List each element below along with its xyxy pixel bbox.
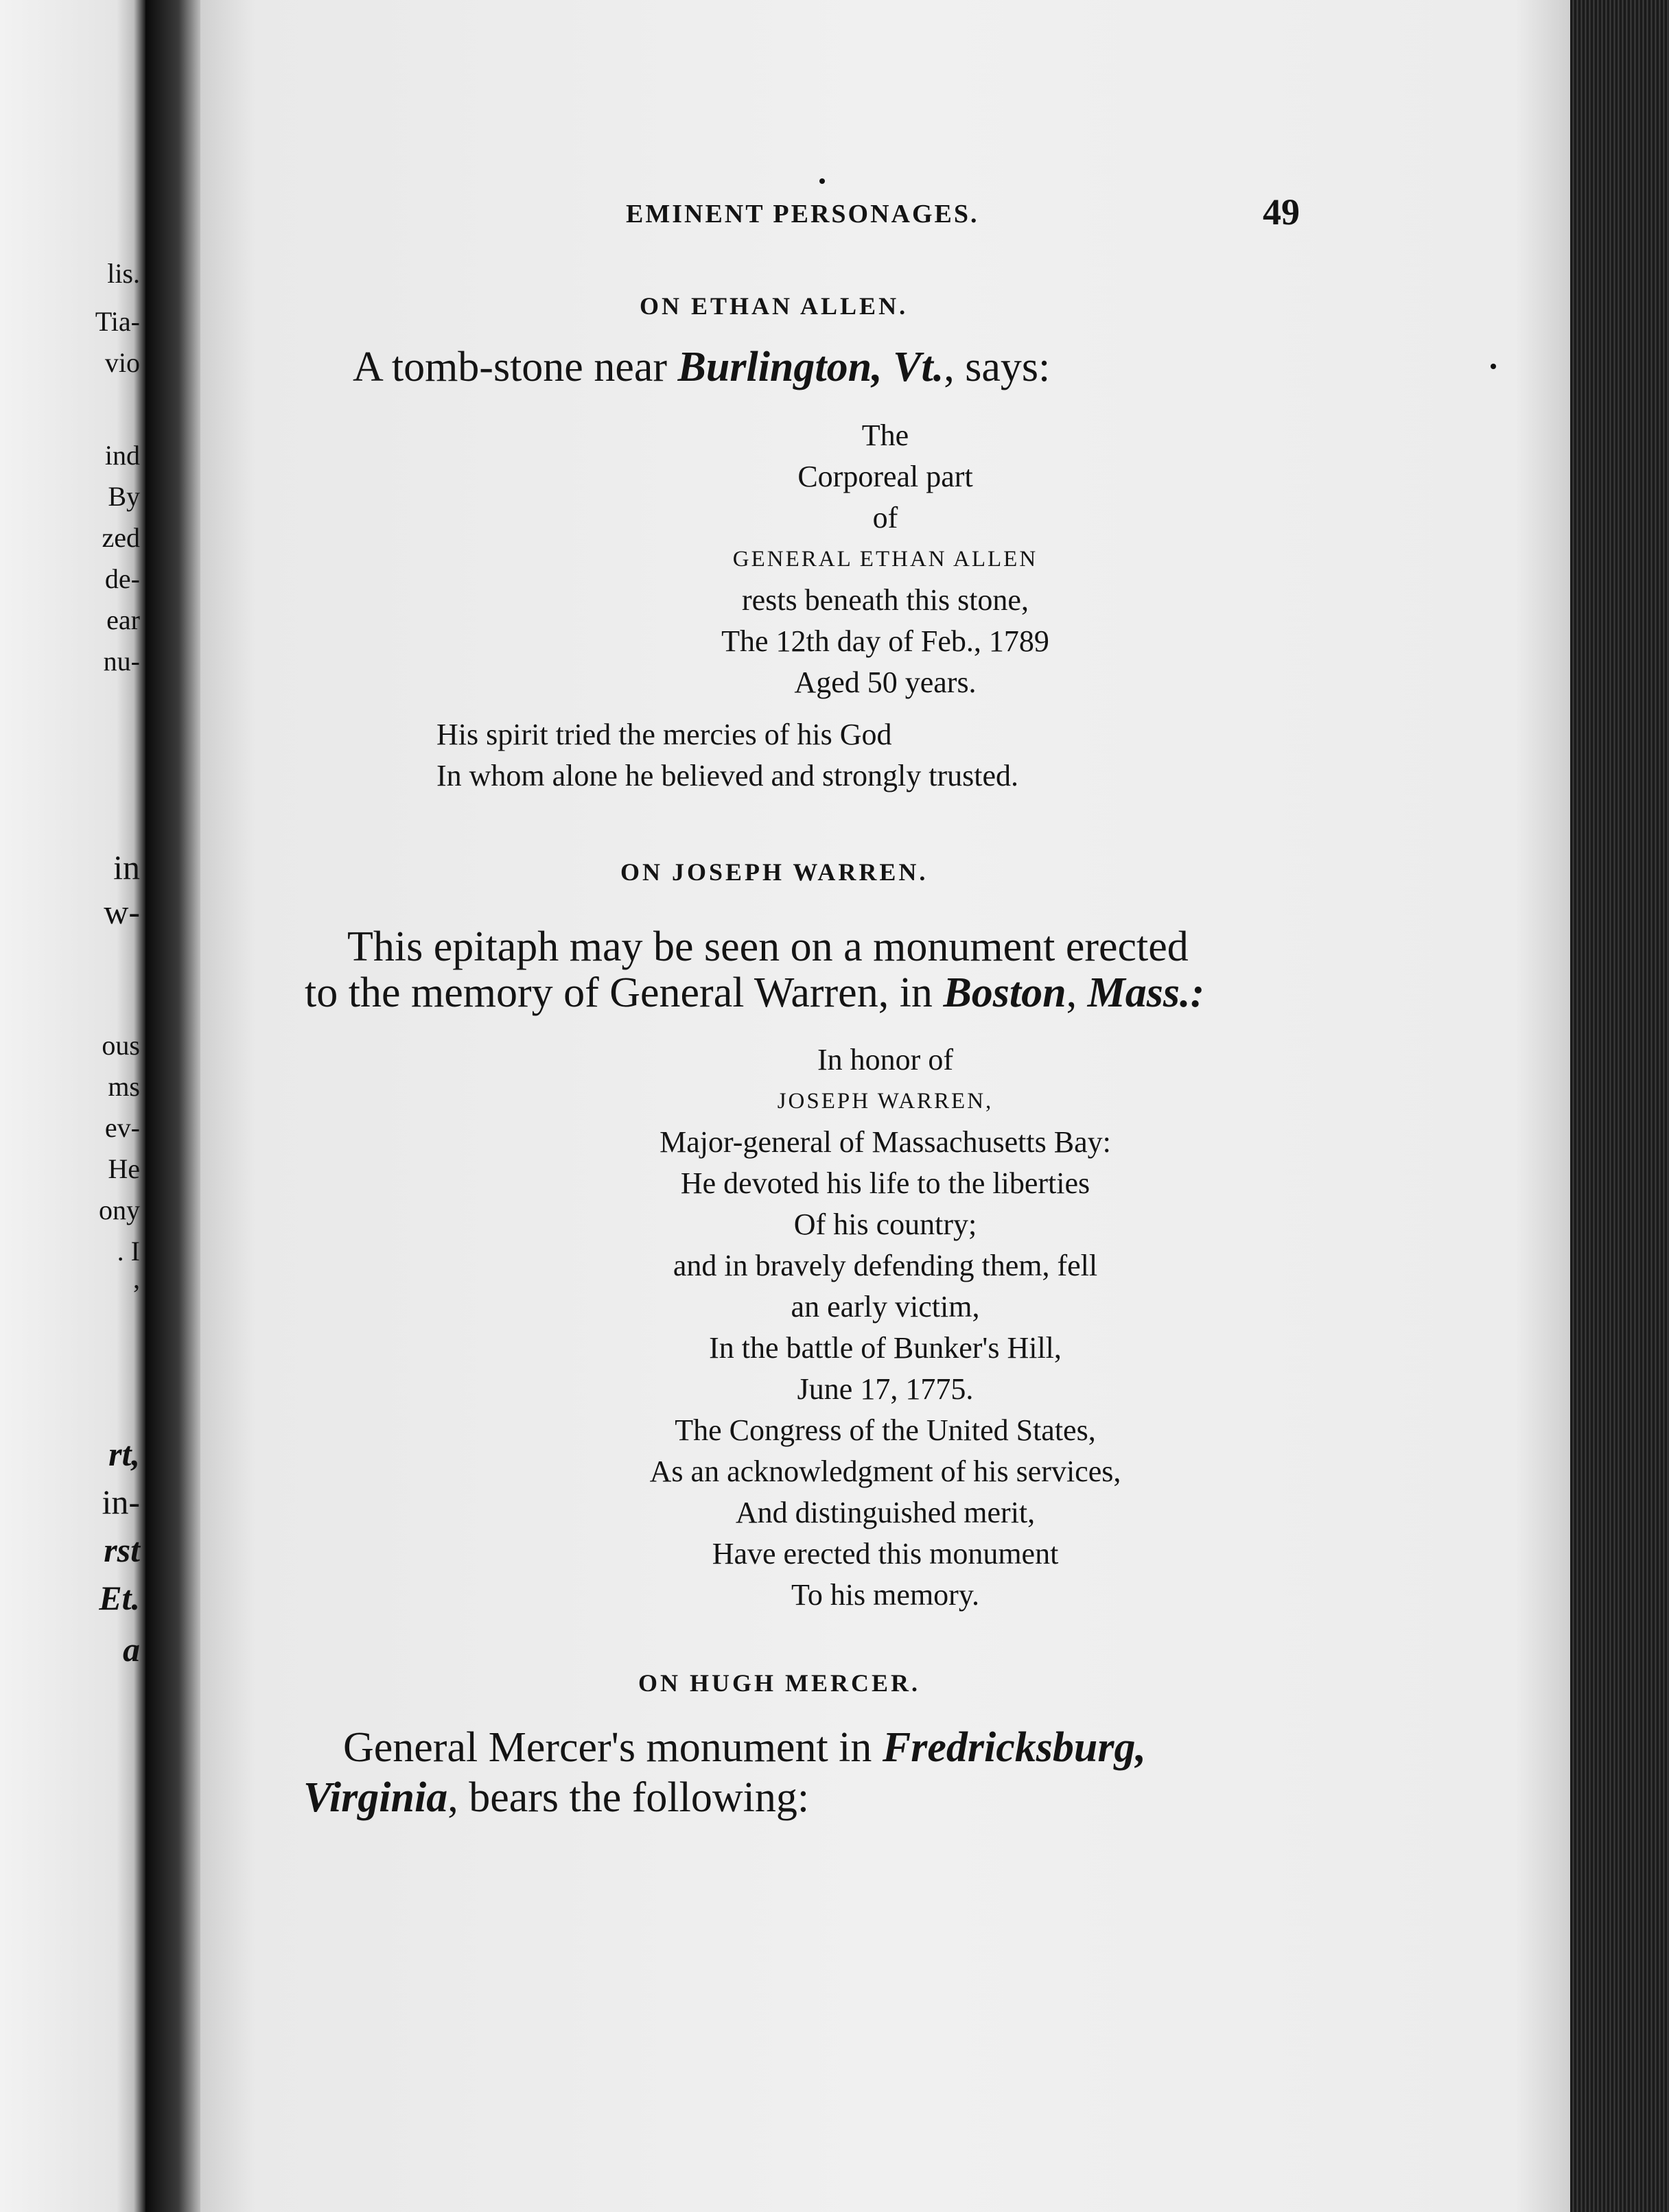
page-block-edge xyxy=(1570,0,1669,2212)
section-intro-hugh-mercer-line1 xyxy=(343,1723,1146,1772)
epitaph-ethan-allen xyxy=(200,415,1570,703)
epitaph-joseph-warren xyxy=(200,1039,1570,1616)
facing-page-fragment: de- xyxy=(104,563,140,594)
intro-place: Mass.: xyxy=(1087,969,1205,1016)
epitaph-line: To his memory. xyxy=(791,1578,979,1612)
intro-place: Virginia xyxy=(303,1774,448,1821)
epitaph-line: Of his country; xyxy=(793,1208,977,1241)
epitaph-line: The 12th day of Feb., 1789 xyxy=(721,624,1049,658)
ink-speck xyxy=(819,178,825,184)
intro-text: , bears the following: xyxy=(447,1774,810,1821)
facing-page-fragment: ev- xyxy=(104,1112,140,1143)
intro-text: General Mercer's monument in xyxy=(343,1724,883,1771)
facing-page-fragment: a xyxy=(123,1630,140,1669)
page-content xyxy=(200,0,1570,2212)
facing-page-fragment: , xyxy=(133,1263,140,1294)
facing-page-fragment: Tia- xyxy=(95,306,140,337)
facing-page-fragment: lis. xyxy=(107,258,140,289)
section-heading-hugh-mercer: ON HUGH MERCER. xyxy=(638,1669,920,1697)
facing-page-fragment: in xyxy=(113,848,140,886)
epitaph-line: And distinguished merit, xyxy=(735,1496,1036,1529)
intro-place: Boston xyxy=(943,969,1066,1016)
section-heading-ethan-allen: ON ETHAN ALLEN. xyxy=(640,292,909,320)
epitaph-line: an early victim, xyxy=(791,1290,980,1323)
intro-text: A tomb-stone near xyxy=(353,344,678,390)
epitaph-line: His spirit tried the mercies of his God xyxy=(436,718,892,751)
section-intro-ethan-allen xyxy=(353,343,1050,392)
facing-page-fragment: vio xyxy=(104,347,140,378)
epitaph-line: Major-general of Massachusetts Bay: xyxy=(660,1125,1111,1159)
epitaph-line: In the battle of Bunker's Hill, xyxy=(709,1331,1062,1365)
epitaph-line: Corporeal part xyxy=(797,460,973,493)
intro-text: to the memory of General Warren, in xyxy=(305,969,944,1016)
facing-page-fragment: Et. xyxy=(99,1579,140,1617)
epitaph-line: rests beneath this stone, xyxy=(742,583,1029,617)
epitaph-line: The Congress of the United States, xyxy=(675,1413,1096,1447)
epitaph-line: As an acknowledgment of his services, xyxy=(649,1455,1121,1488)
facing-page-fragment: ms xyxy=(108,1071,140,1102)
section-intro-joseph-warren-line2 xyxy=(305,969,1204,1017)
book-page xyxy=(200,0,1570,2212)
facing-page-fragment: By xyxy=(108,481,140,512)
intro-place: Burlington, Vt. xyxy=(677,344,944,390)
facing-page-fragment: ind xyxy=(104,440,140,471)
facing-page-fragment: w- xyxy=(104,893,140,931)
intro-place: Fredricksburg, xyxy=(882,1724,1147,1771)
epitaph-line: and in bravely defending them, fell xyxy=(673,1249,1098,1282)
epitaph-line: In whom alone he believed and strongly trusted. xyxy=(436,759,1019,792)
facing-page-fragment: nu- xyxy=(103,646,140,676)
epitaph-line: He devoted his life to the liberties xyxy=(680,1166,1090,1200)
epitaph-line: Aged 50 years. xyxy=(794,666,977,699)
epitaph-line: In honor of xyxy=(817,1043,953,1076)
section-intro-hugh-mercer-line2 xyxy=(303,1774,809,1822)
epitaph-line: JOSEPH WARREN, xyxy=(777,1089,994,1114)
facing-page-fragment: rst xyxy=(104,1531,140,1569)
page-number: 49 xyxy=(1263,191,1300,233)
epitaph-line: of xyxy=(872,501,898,534)
running-header: EMINENT PERSONAGES. xyxy=(626,200,979,228)
section-heading-joseph-warren: ON JOSEPH WARREN. xyxy=(620,858,929,886)
epitaph-line: June 17, 1775. xyxy=(797,1372,974,1406)
facing-page-fragment: rt, xyxy=(108,1435,140,1473)
section-intro-joseph-warren-line1: This epitaph may be seen on a monument erected xyxy=(347,923,1189,970)
epitaph-line: The xyxy=(861,419,909,452)
epitaph-line: Have erected this monument xyxy=(712,1537,1059,1570)
epitaph-line: GENERAL ETHAN ALLEN xyxy=(732,547,1038,572)
intro-text: , xyxy=(1066,969,1088,1016)
facing-page-fragment: . I xyxy=(117,1236,140,1267)
intro-text: , says: xyxy=(944,344,1051,390)
ink-speck xyxy=(1491,364,1496,369)
facing-page-fragment: ony xyxy=(99,1195,140,1225)
facing-page-fragment: ear xyxy=(106,604,140,635)
facing-page-fragment: zed xyxy=(102,522,140,553)
facing-page-fragment: He xyxy=(108,1153,140,1184)
book-gutter xyxy=(145,0,200,2212)
facing-page-fragment: ous xyxy=(102,1030,140,1061)
facing-page-edge xyxy=(0,0,145,2212)
facing-page-fragment: in- xyxy=(102,1483,140,1521)
